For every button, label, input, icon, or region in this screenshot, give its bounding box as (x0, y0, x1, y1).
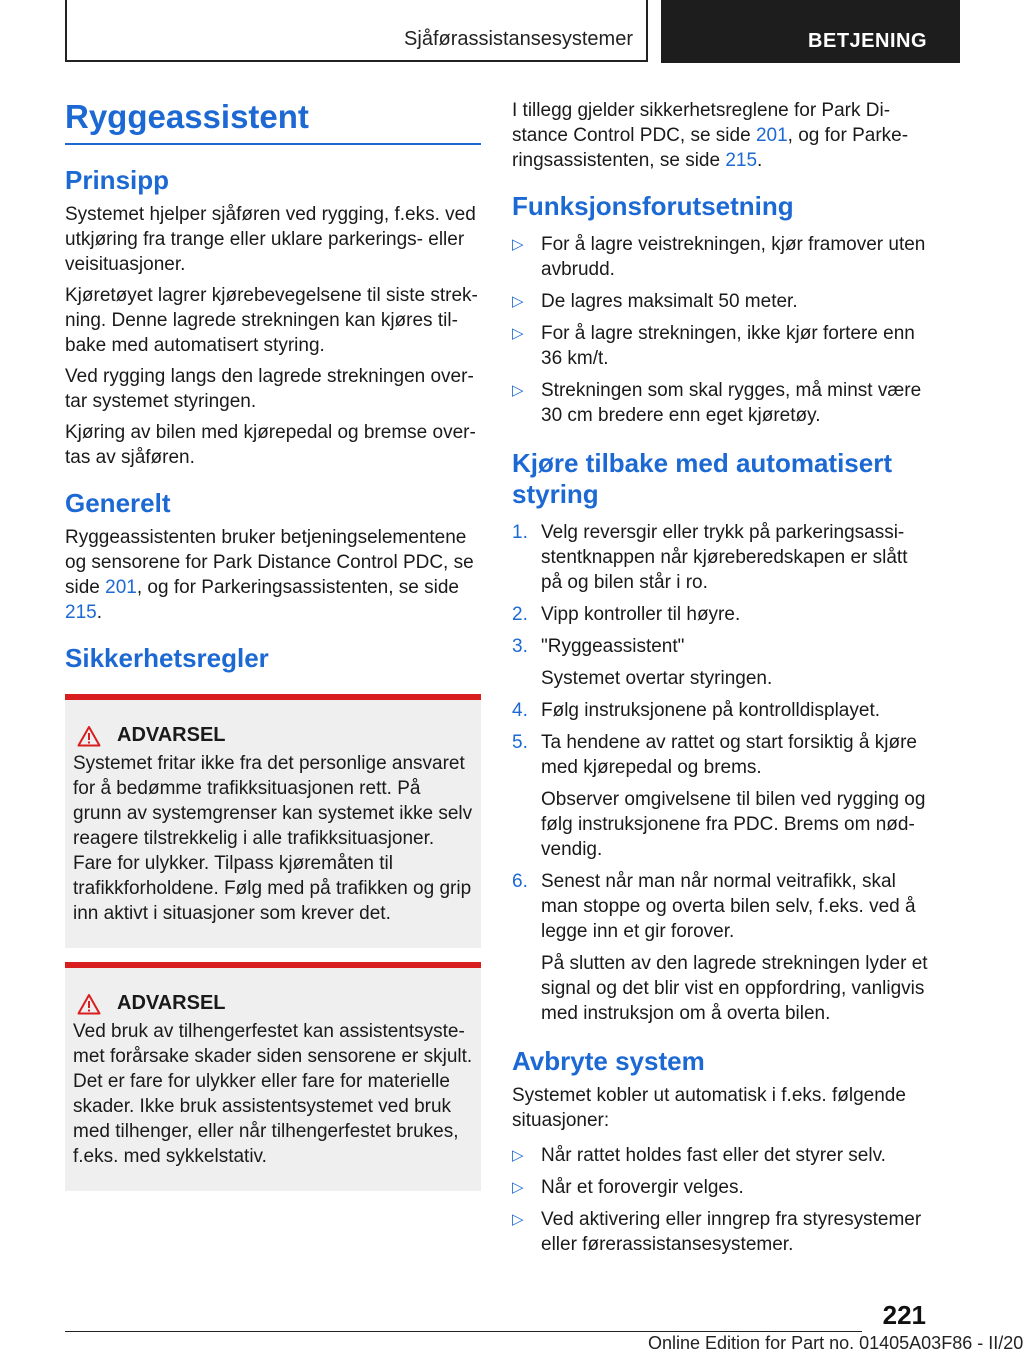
avbryte-paragraph: Systemet kobler ut automatisk i f.eks. følgende situasjoner: (512, 1085, 906, 1131)
prinsipp-paragraph-4: Kjøring av bilen med kjørepedal og bremse overtas av sjåføren. (65, 422, 476, 468)
list-item-text: Når et forovergir velges. (541, 1177, 744, 1198)
header-section-tab (65, 0, 648, 62)
heading-funksjonsforutsetning: Funksjonsforutsetning (512, 191, 794, 221)
section-generelt (65, 488, 481, 625)
warning-text: Systemet fritar ikke fra det personlige ansvaret for å bedømme trafikksituasjonen rett. På grunn av systemgrenser kan systemet ikke selv reagere tilstrekkelig i alle trafikksituasjoner. Fare for ulykker. Tilpass kjøremåten til trafikkforholdene. Følg med på trafikken og grip inn aktivt i situasjoner som krever det. (73, 753, 473, 924)
intro-text-b: , og for Parkeringsassistenten, se side (512, 125, 909, 171)
warning-title: ADVARSEL (117, 724, 226, 746)
step-item (512, 634, 928, 691)
page-link-201[interactable]: 201 (105, 577, 137, 598)
step-number: 3. (512, 636, 528, 657)
list-item (512, 1175, 928, 1200)
list-item (512, 321, 928, 371)
step-text: Senest når man når normal veitrafikk, skal man stoppe og overta bilen selv, f.eks. ved å legge inn et gir forover. (541, 871, 916, 942)
generelt-text-a: Ryggeassistenten bruker betjeningselementene og sensorene for Park Distance Control PDC, se side (65, 527, 474, 598)
cancel-conditions-list (512, 1143, 928, 1257)
generelt-text-b: , og for Parkeringsassistenten, se side (136, 577, 459, 598)
warning-title-row (73, 992, 474, 1015)
triangle-bullet-icon: ▷ (512, 382, 524, 399)
heading-avbryte-system: Avbryte system (512, 1046, 705, 1076)
step-number: 2. (512, 604, 528, 625)
warning-box (65, 962, 481, 1191)
step-number: 5. (512, 732, 528, 753)
page-title: Ryggeassistent (65, 98, 481, 145)
prinsipp-paragraph-3: Ved rygging langs den lagrede strekningen overtar systemet styringen. (65, 366, 474, 412)
left-column (65, 98, 481, 1205)
prinsipp-paragraph-1: Systemet hjelper sjåføren ved rygging, f.eks. ved utkjøring fra trange eller uklare parkerings- eller veisituasjoner. (65, 204, 476, 275)
list-item-text: De lagres maksimalt 50 meter. (541, 291, 798, 312)
step-result: På slutten av den lagrede strekningen lyder et signal og det blir vist en oppfordring, vanligvis med instruksjon om å overta bilen. (541, 953, 928, 1024)
generelt-text-c: . (96, 602, 102, 623)
step-text: Ta hendene av rattet og start forsiktig å kjøre med kjørepedal og brems. (541, 732, 917, 778)
list-item-text: Ved aktivering eller inngrep fra styresystemer eller førerassistansesystemer. (541, 1209, 922, 1255)
intro-paragraph (512, 98, 928, 173)
step-number: 4. (512, 700, 528, 721)
triangle-bullet-icon: ▷ (512, 1211, 524, 1228)
list-item (512, 1207, 928, 1257)
steps-list (512, 520, 928, 1026)
step-text: Velg reversgir eller trykk på parkeringsassistentknappen når kjøreberedskapen er slått på og bilen står i ro. (541, 522, 908, 593)
triangle-bullet-icon: ▷ (512, 236, 524, 253)
heading-generelt: Generelt (65, 488, 171, 518)
heading-kjore-tilbake: Kjøre tilbake med automatisert styring (512, 448, 892, 509)
header-chapter-tab (661, 0, 960, 63)
triangle-bullet-icon: ▷ (512, 325, 524, 342)
triangle-bullet-icon: ▷ (512, 1147, 524, 1164)
warning-triangle-icon (77, 993, 101, 1015)
list-item-text: For å lagre veistrekningen, kjør framover uten avbrudd. (541, 234, 926, 280)
page-number: 221 (882, 1300, 926, 1330)
step-number: 1. (512, 522, 528, 543)
list-item-text: Når rattet holdes fast eller det styrer selv. (541, 1145, 886, 1166)
step-item (512, 602, 928, 627)
step-item (512, 869, 928, 1026)
prinsipp-paragraph-2: Kjøretøyet lagrer kjørebevegelsene til siste strekning. Denne lagrede strekningen kan kjøres tilbake med automatisert styring. (65, 285, 478, 356)
step-item (512, 520, 928, 595)
page-link-201[interactable]: 201 (755, 125, 788, 146)
footer-divider (65, 1331, 862, 1332)
page-link-215[interactable]: 215 (65, 602, 97, 623)
step-item (512, 698, 928, 723)
warning-text: Ved bruk av tilhengerfestet kan assistentsystemet forårsake skader siden sensorene er skjult. Det er fare for ulykker eller fare for materielle skader. Ikke bruk assistentsystemet ved bruk med tilhenger, eller når tilhengerfestet brukes, f.eks. med sykkelstativ. (73, 1021, 473, 1167)
header-chapter-label: BETJENING (808, 30, 927, 52)
step-result: Systemet overtar styringen. (541, 668, 773, 689)
triangle-bullet-icon: ▷ (512, 1179, 524, 1196)
warning-title-row (73, 724, 474, 747)
triangle-bullet-icon: ▷ (512, 293, 524, 310)
list-item-text: Strekningen som skal rygges, må minst være 30 cm bredere enn eget kjøretøy. (541, 380, 922, 426)
heading-prinsipp: Prinsipp (65, 165, 170, 195)
list-item (512, 232, 928, 282)
right-column (512, 98, 928, 1271)
step-text: "Ryggeassistent" (541, 636, 685, 657)
prerequisite-list (512, 232, 928, 428)
step-number: 6. (512, 871, 528, 892)
step-text: Følg instruksjonene på kontrolldisplayet. (541, 700, 881, 721)
section-prinsipp (65, 165, 481, 470)
step-item (512, 730, 928, 862)
warning-title: ADVARSEL (117, 992, 226, 1014)
heading-sikkerhetsregler: Sikkerhetsregler (65, 643, 269, 673)
section-sikkerhetsregler (65, 643, 481, 1191)
step-result: Observer omgivelsene til bilen ved rygging og følg instruksjonene fra PDC. Brems om nødvendig. (541, 789, 926, 860)
step-text: Vipp kontroller til høyre. (541, 604, 741, 625)
intro-text-a: I tillegg gjelder sikkerhetsreglene for Park Distance Control PDC, se side (512, 100, 891, 146)
list-item (512, 289, 928, 314)
list-item-text: For å lagre strekningen, ikke kjør fortere enn 36 km/t. (541, 323, 915, 369)
header-section-label: Sjåførassistansesystemer (404, 28, 633, 50)
warning-box (65, 694, 481, 948)
footer-edition: Online Edition for Part no. 01405A03F86 - II/20 (648, 1333, 1023, 1353)
list-item (512, 378, 928, 428)
warning-triangle-icon (77, 725, 101, 747)
generelt-paragraph (65, 525, 481, 625)
intro-text-c: . (757, 150, 763, 171)
page-link-215[interactable]: 215 (725, 150, 758, 171)
list-item (512, 1143, 928, 1168)
